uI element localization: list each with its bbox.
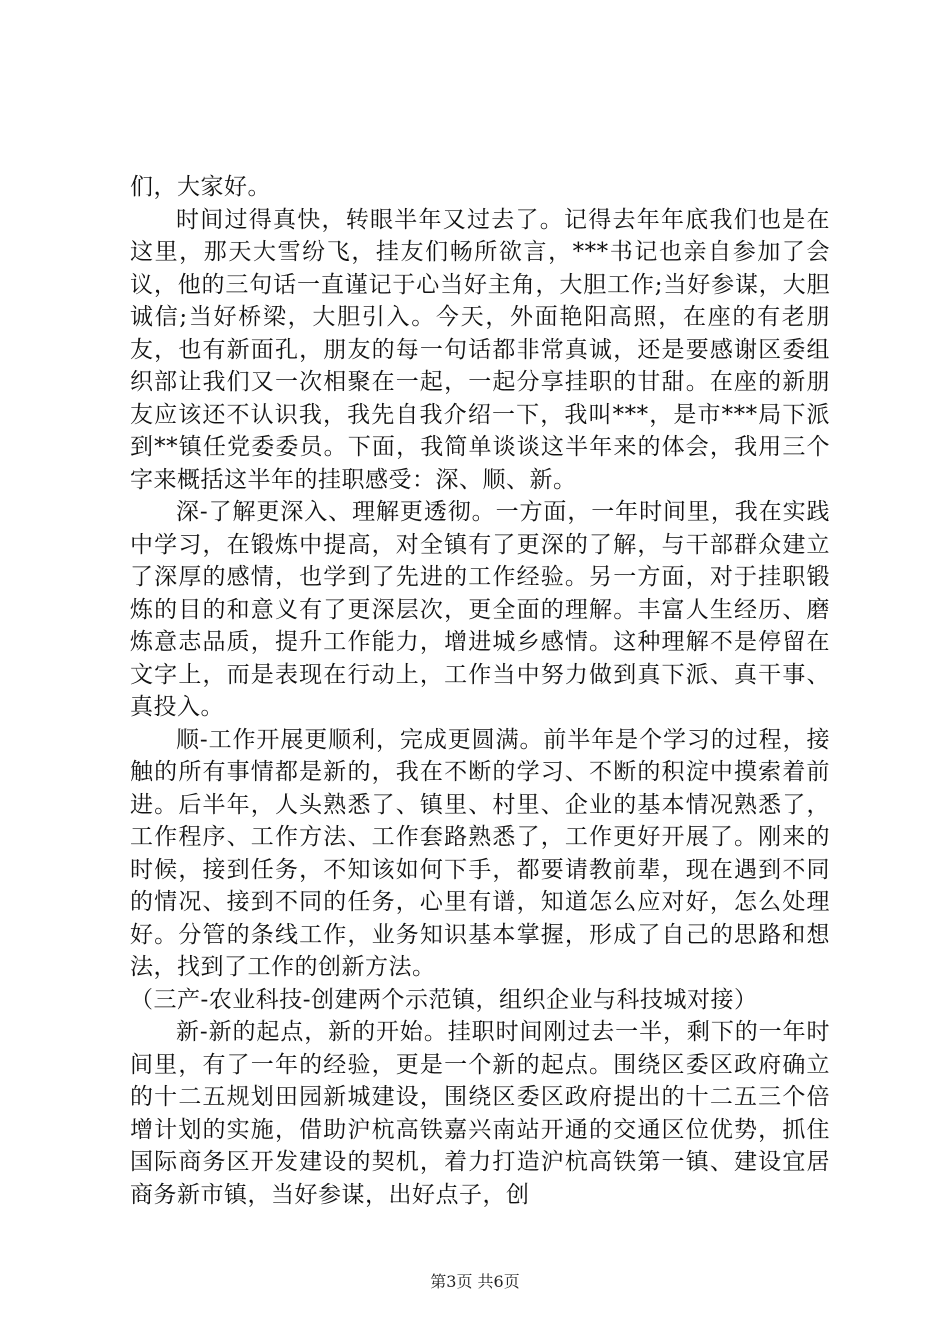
paragraph-xin: 新-新的起点，新的开始。挂职时间刚过去一半，剩下的一年时间里，有了一年的经验，更是一个新的起点。围绕区委区政府确立的十二五规划田园新城建设，围绕区委区政府提出的十二五三个倍增计划的实施，借助沪杭高铁嘉兴南站开通的交通区位优势，抓住国际商务区开发建设的契机，着力打造沪杭高铁第一镇、建设宜居商务新市镇，当好参谋，出好点子，创 bbox=[130, 1019, 830, 1208]
paragraph-intro: 时间过得真快，转眼半年又过去了。记得去年年底我们也是在这里，那天大雪纷飞，挂友们畅所欲言，***书记也亲自参加了会议，他的三句话一直谨记于心当好主角，大胆工作;当好参谋，大胆诚信;当好桥梁，大胆引入。今天，外面艳阳高照，在座的有老朋友，也有新面孔，朋友的每一句话都非常真诚，还是要感谢区委组织部让我们又一次相聚在一起，一起分享挂职的甘甜。在座的新朋友应该还不认识我，我先自我介绍一下，我叫***，是市***局下派到**镇任党委委员。下面，我简单谈谈这半年来的体会，我用三个字来概括这半年的挂职感受：深、顺、新。 bbox=[130, 206, 830, 493]
paragraph-shen: 深-了解更深入、理解更透彻。一方面，一年时间里，我在实践中学习，在锻炼中提高，对全镇有了更深的了解，与干部群众建立了深厚的感情，也学到了先进的工作经验。另一方面，对于挂职锻炼的目的和意义有了更深层次，更全面的理解。丰富人生经历、磨炼意志品质，提升工作能力，增进城乡感情。这种理解不是停留在文字上，而是表现在行动上，工作当中努力做到真下派、真干事、真投入。 bbox=[130, 499, 830, 720]
paragraph-note: （三产-农业科技-创建两个示范镇，组织企业与科技城对接） bbox=[130, 986, 758, 1013]
paragraph-shun: 顺-工作开展更顺利，完成更圆满。前半年是个学习的过程，接触的所有事情都是新的，我在不断的学习、不断的积淀中摸索着前进。后半年，人头熟悉了、镇里、村里、企业的基本情况熟悉了，工作程序、工作方法、工作套路熟悉了，工作更好开展了。刚来的时候，接到任务，不知该如何下手，都要请教前辈，现在遇到不同的情况、接到不同的任务，心里有谱，知道怎么应对好，怎么处理好。分管的条线工作，业务知识基本掌握，形成了自己的思路和想法，找到了工作的创新方法。 bbox=[130, 726, 830, 980]
paragraph-greeting: 们，大家好。 bbox=[130, 174, 271, 200]
page-footer: 第3页 共6页 bbox=[430, 1272, 520, 1291]
document-body bbox=[130, 171, 830, 1211]
